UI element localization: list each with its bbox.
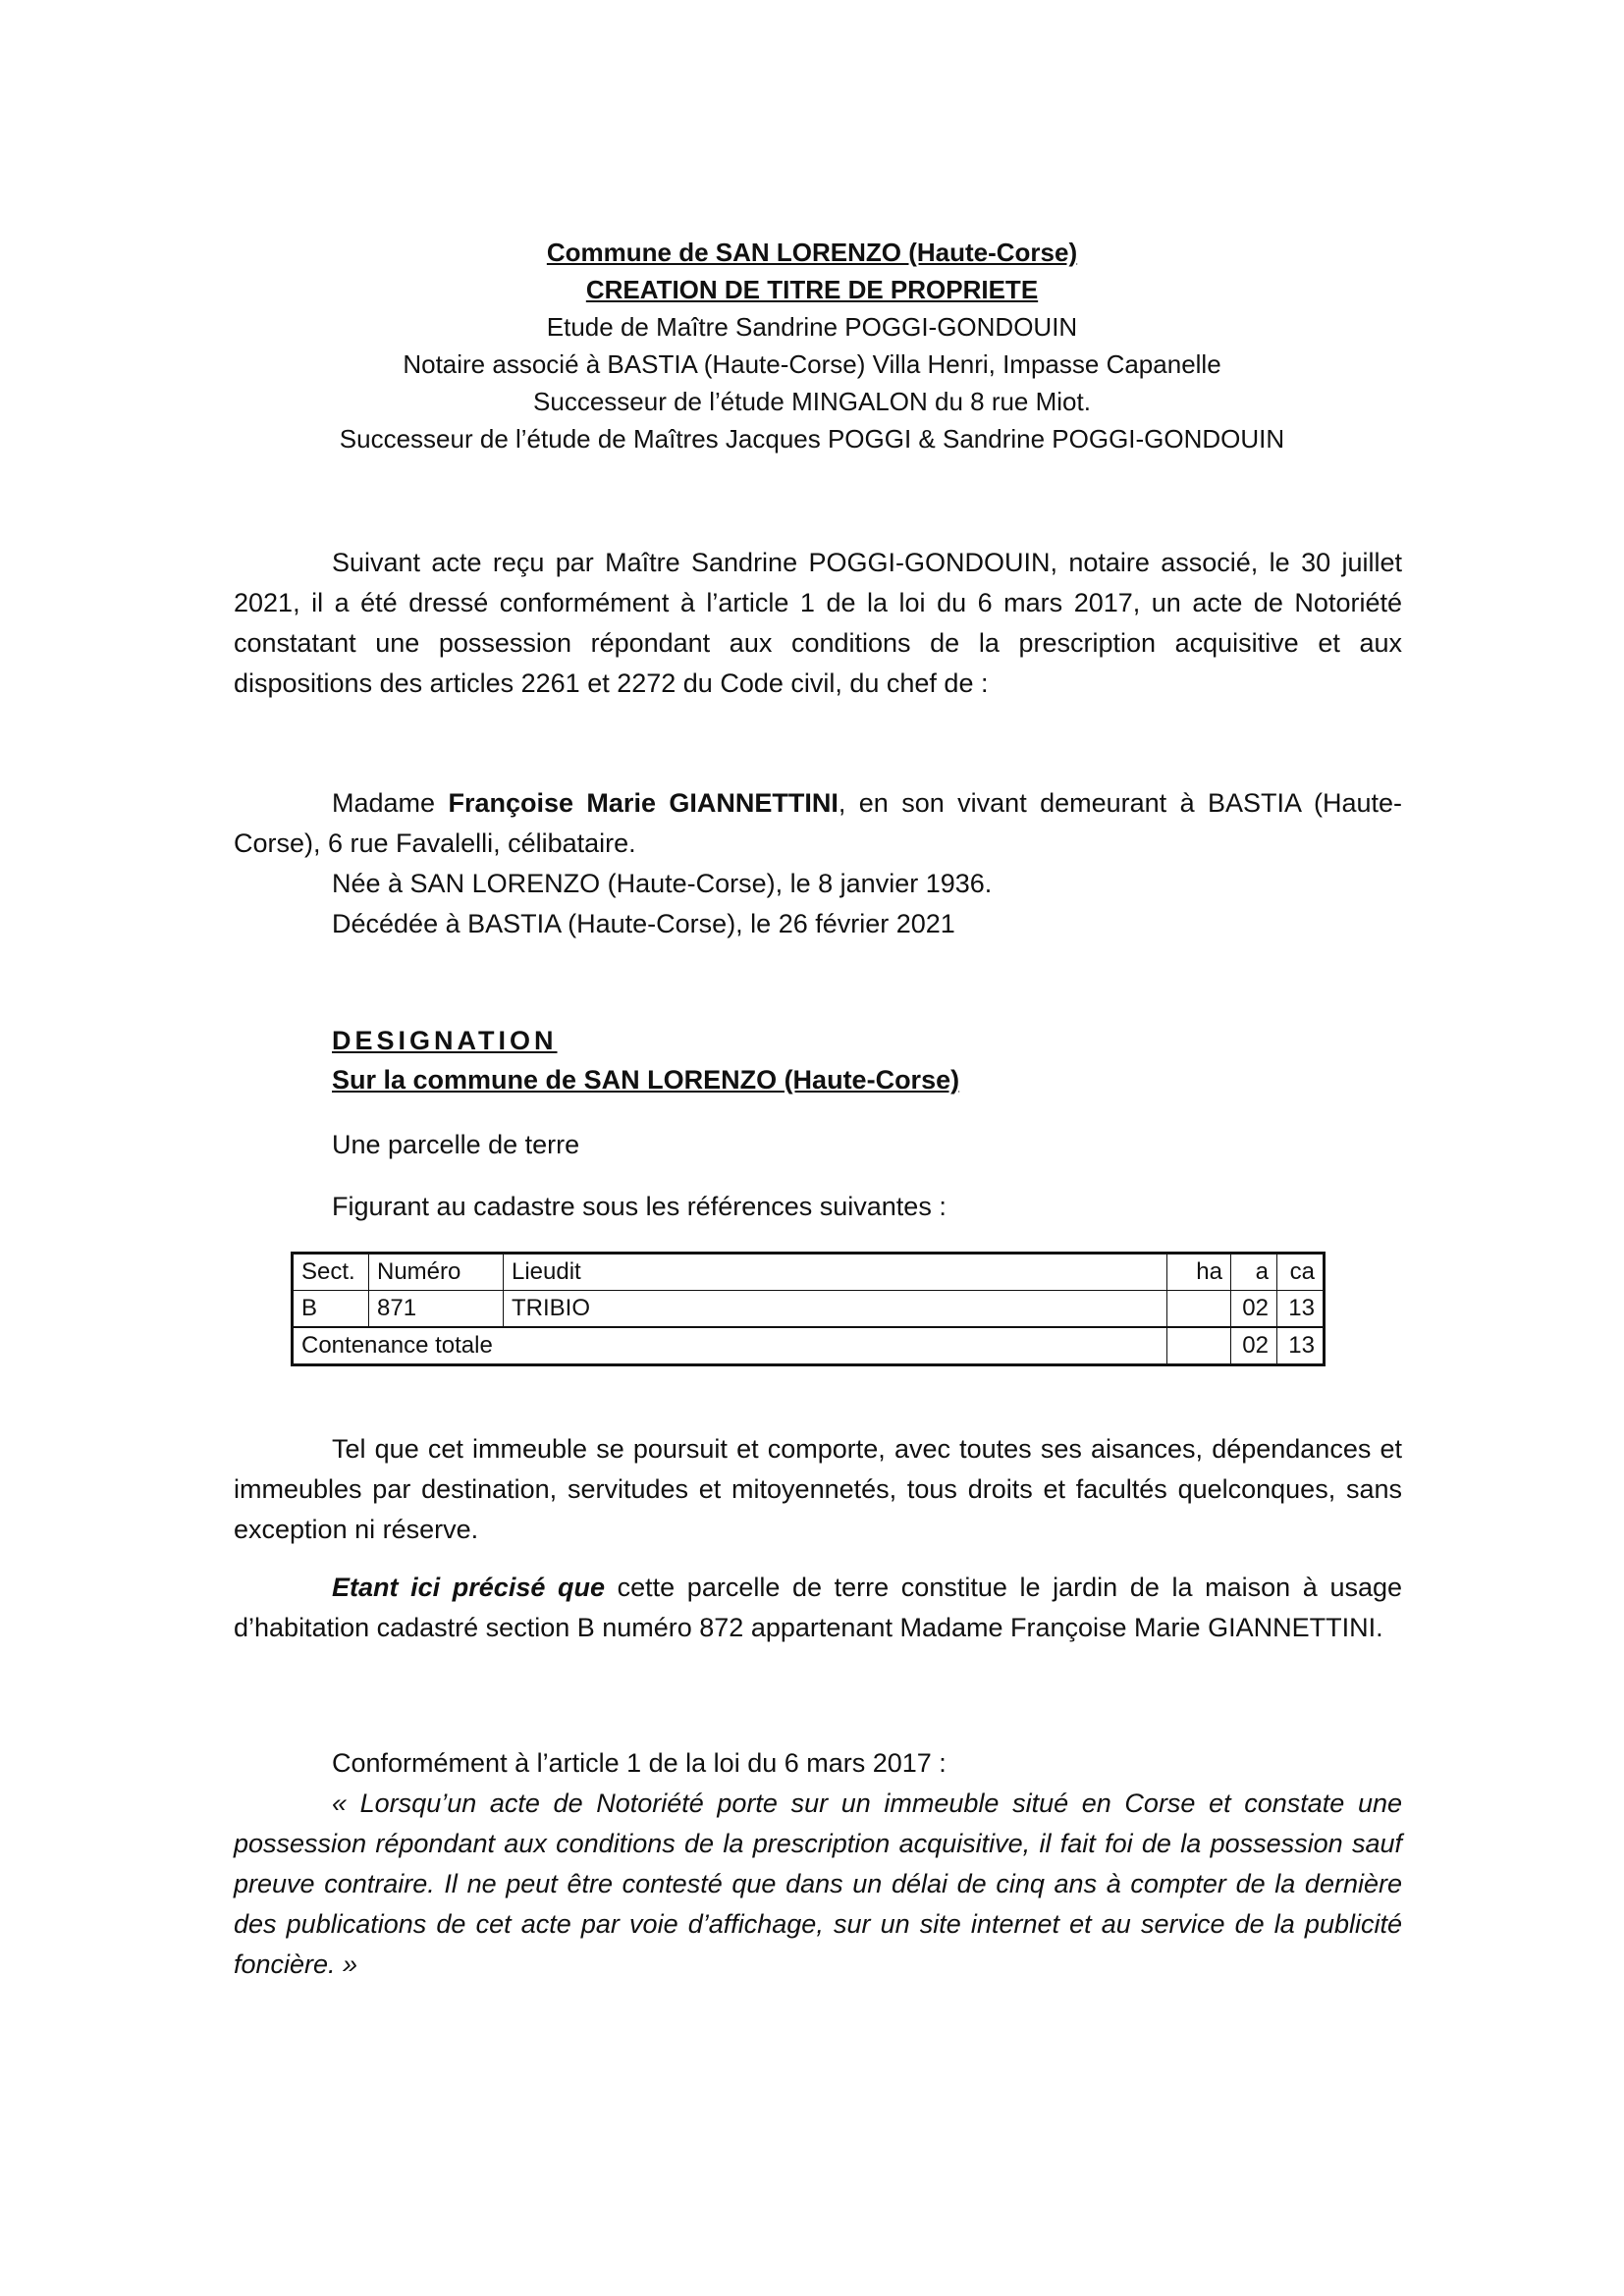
parcel-text: Une parcelle de terre <box>332 1130 580 1159</box>
precision-paragraph <box>234 1568 1402 1648</box>
precision-text: cette parcelle de terre constitue le jardin de la maison à usage d’habitation cadastré section B numéro 872 appartenant Madame Françoise Marie GIANNETTINI. <box>234 1573 1403 1642</box>
person-prefix: Madame <box>332 788 449 818</box>
precision-lead: Etant ici précisé que <box>332 1573 605 1602</box>
death-line: Décédée à BASTIA (Haute-Corse), le 26 février 2021 <box>332 909 955 938</box>
cell-lieudit: TRIBIO <box>504 1291 1167 1328</box>
cell-sect: B <box>293 1291 369 1328</box>
person-paragraph <box>234 783 1402 864</box>
header-numero: Numéro <box>369 1254 504 1291</box>
total-ha <box>1167 1327 1231 1365</box>
cell-numero: 871 <box>369 1291 504 1328</box>
cell-ha <box>1167 1291 1231 1328</box>
notary-office: Etude de Maître Sandrine POGGI-GONDOUIN <box>546 312 1078 342</box>
cell-ca: 13 <box>1277 1291 1325 1328</box>
cell-a: 02 <box>1231 1291 1277 1328</box>
successor-line-2: Successeur de l’étude de Maîtres Jacques POGGI & Sandrine POGGI-GONDOUIN <box>339 424 1285 454</box>
cadastre-table <box>291 1252 1326 1366</box>
cadastre-refs-text: Figurant au cadastre sous les références suivantes : <box>332 1192 947 1221</box>
designation-subtitle: Sur la commune de SAN LORENZO (Haute-Corse) <box>332 1065 960 1095</box>
intro-paragraph: Suivant acte reçu par Maître Sandrine POGGI-GONDOUIN, notaire associé, le 30 juillet 2021, il a été dressé conformément à l’article 1 de la loi du 6 mars 2017, un acte de Notoriété constatant une possession répondant aux conditions de la prescription acquisitive et aux dispositions des articles 2261 et 2272 du Code civil, du chef de : <box>234 548 1402 698</box>
header-ca: ca <box>1277 1254 1325 1291</box>
person-details: , en son vivant demeurant à BASTIA (Haute-Corse), 6 rue Favalelli, célibataire. <box>234 788 1402 858</box>
total-ca: 13 <box>1277 1327 1325 1365</box>
header-ha: ha <box>1167 1254 1231 1291</box>
total-label: Contenance totale <box>293 1327 1167 1365</box>
law-quote: « Lorsqu’un acte de Notoriété porte sur un immeuble situé en Corse et constate une possession répondant aux conditions de la prescription acquisitive, il fait foi de la possession sauf preuve contraire. Il ne peut être contesté que dans un délai de cinq ans à compter de la dernière des publications de cet acte par voie d’affichage, sur un site internet et au service de la publicité foncière. » <box>234 1789 1402 1979</box>
law-intro: Conformément à l’article 1 de la loi du 6 mars 2017 : <box>332 1748 947 1778</box>
total-a: 02 <box>1231 1327 1277 1365</box>
table-total-row <box>293 1327 1325 1365</box>
document-header <box>0 234 1624 457</box>
header-lieudit: Lieudit <box>504 1254 1167 1291</box>
successor-line-1: Successeur de l’étude MINGALON du 8 rue Miot. <box>533 387 1091 416</box>
notary-address: Notaire associé à BASTIA (Haute-Corse) Villa Henri, Impasse Capanelle <box>403 349 1221 379</box>
property-paragraph: Tel que cet immeuble se poursuit et comporte, avec toutes ses aisances, dépendances et immeubles par destination, servitudes et mitoyennetés, tous droits et facultés quelconques, sans exception ni réserve. <box>234 1434 1402 1544</box>
birth-line: Née à SAN LORENZO (Haute-Corse), le 8 janvier 1936. <box>332 869 993 898</box>
header-a: a <box>1231 1254 1277 1291</box>
document-title: CREATION DE TITRE DE PROPRIETE <box>585 275 1039 304</box>
header-sect: Sect. <box>293 1254 369 1291</box>
person-name: Françoise Marie GIANNETTINI <box>448 788 839 818</box>
designation-title: DESIGNATION <box>332 1026 558 1055</box>
table-header-row <box>293 1254 1325 1291</box>
table-row <box>293 1291 1325 1328</box>
commune-title: Commune de SAN LORENZO (Haute-Corse) <box>546 238 1078 267</box>
